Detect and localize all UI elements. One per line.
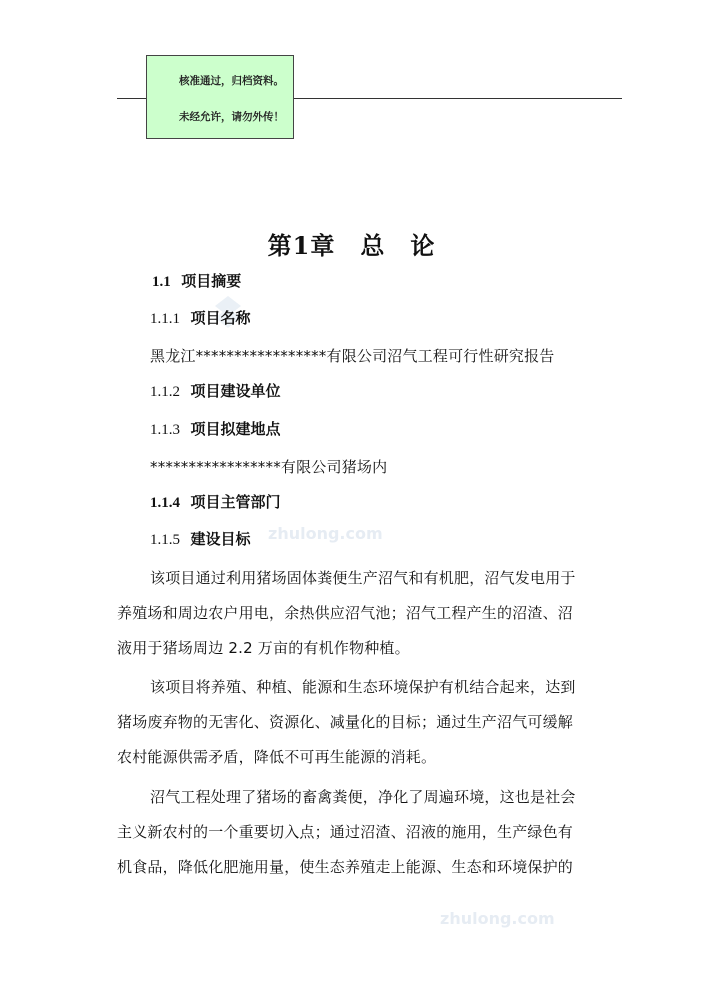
paragraph-3-line-1: 沼气工程处理了猪场的畜禽粪便，净化了周遍环境，这也是社会: [150, 788, 576, 806]
section-heading-1-1: [152, 270, 241, 291]
section-number: 1.1.4: [150, 495, 180, 511]
paragraph-1-line-1: 该项目通过利用猪场固体粪便生产沼气和有机肥，沼气发电用于: [150, 569, 576, 587]
stamp-line-1: 核准通过，归档资料。: [179, 75, 284, 87]
paragraph-1-line-3: 液用于猪场周边 2.2 万亩的有机作物种植。: [117, 639, 410, 657]
section-heading-1-1-1: [150, 307, 250, 328]
section-heading-1-1-3: [150, 418, 280, 439]
paragraph-3-line-3: 机食品，降低化肥施用量，使生态养殖走上能源、生态和环境保护的: [117, 858, 574, 876]
watermark-text-mid: zhulong.com: [268, 524, 383, 543]
paragraph-2-line-1: 该项目将养殖、种植、能源和生态环境保护有机结合起来，达到: [150, 678, 576, 696]
section-heading-1-1-2: [150, 380, 280, 401]
section-title: 项目拟建地点: [190, 420, 281, 438]
section-heading-1-1-5: [150, 528, 250, 549]
section-number: 1.1.5: [150, 532, 180, 548]
section-number: 1.1: [152, 274, 171, 290]
project-name-text: 黑龙江*****************有限公司沼气工程可行性研究报告: [150, 347, 555, 365]
section-number: 1.1.2: [150, 384, 180, 400]
stamp-line-2: 未经允许，请勿外传！: [179, 111, 284, 123]
paragraph-3-line-2: 主义新农村的一个重要切入点；通过沼渣、沼液的施用，生产绿色有: [117, 823, 574, 841]
paragraph-1-line-2: 养殖场和周边农户用电，余热供应沼气池；沼气工程产生的沼渣、沼: [117, 604, 574, 622]
approval-stamp: [146, 55, 294, 139]
section-title: 项目名称: [190, 309, 251, 327]
section-title: 建设目标: [190, 530, 251, 548]
watermark-text-bottom: zhulong.com: [440, 909, 555, 928]
chapter-title: 第1章 总 论: [267, 231, 436, 260]
location-text: *****************有限公司猪场内: [150, 458, 388, 476]
section-title: 项目建设单位: [190, 382, 281, 400]
section-heading-1-1-4: [150, 491, 280, 512]
paragraph-2-line-3: 农村能源供需矛盾，降低不可再生能源的消耗。: [117, 748, 437, 766]
section-number: 1.1.1: [150, 311, 180, 327]
section-title: 项目摘要: [181, 272, 242, 290]
section-title: 项目主管部门: [190, 493, 281, 511]
paragraph-2-line-2: 猪场废弃物的无害化、资源化、减量化的目标；通过生产沼气可缓解: [117, 713, 574, 731]
section-number: 1.1.3: [150, 422, 180, 438]
